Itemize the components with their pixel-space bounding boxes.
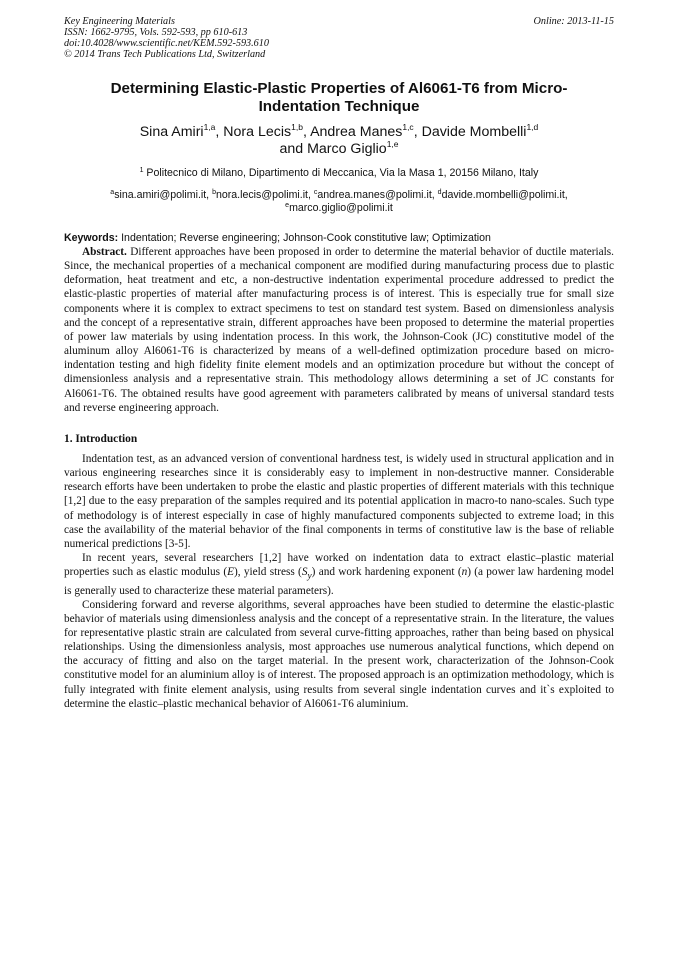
abstract-text: Different approaches have been proposed in order to determine the material behavior of ductile materials. Since, the mechanical properties of a mechanical component are modified during manufacturing process due to plastic deformation, heat treatment and etc, a non-destructive indentation experimental procedure addressed to predict the elastic-plastic properties of material after manufacturing process is of interest. This is especially true for small size components where it is complex to extract specimens to test on standard test system. Based on dimensionless analysis and the concept of a representative strain, different approaches have been proposed to determine the material properties of power law materials by using indentation process. In this work, the Johnson-Cook (JC) constitutive model of the aluminum alloy Al6061-T6 is characterized by means of a well-defined optimization procedure based on micro-indentation testing and high fidelity finite element models and an optimization procedure but without the concept of dimensionless analysis and a representative strain. This methodology allows determining a set of JC constants for Al6061-T6. The obtained results have good agreement with parameters calibrated by means of universal standard tests and reverse engineering approach. <box>64 246 614 414</box>
affiliation: $^1$ Politecnico di Milano, Dipartimento di Meccanica, Via la Masa 1, 20156 Milano, Italy <box>139 167 539 179</box>
journal-issn: ISSN: 1662-9795, Vols. 592-593, pp 610-613 <box>64 27 248 38</box>
section-heading: 1. Introduction <box>64 432 138 445</box>
author-list <box>64 124 614 158</box>
abstract <box>64 245 614 415</box>
keywords <box>64 232 614 245</box>
email[interactable]: $^b$nora.lecis@polimi.it, <box>212 189 314 201</box>
online-date: Online: 2013-11-15 <box>533 16 614 27</box>
email[interactable]: $^d$davide.mombelli@polimi.it, <box>437 189 568 201</box>
author: Sina Amiri$^{1,a}$, <box>139 122 224 140</box>
journal-doi: doi:10.4028/www.scientific.net/KEM.592-593.610 <box>64 38 269 49</box>
email-list <box>64 189 614 215</box>
keywords-text: Indentation; Reverse engineering; Johnson-Cook constitutive law; Optimization <box>118 232 491 244</box>
paper-title: Determining Elastic-Plastic Properties of Al6061-T6 from Micro-Indentation Technique <box>110 80 568 115</box>
journal-info <box>64 16 269 60</box>
journal-name: Key Engineering Materials <box>64 16 175 27</box>
journal-copyright: © 2014 Trans Tech Publications Ltd, Switzerland <box>64 49 266 60</box>
author: Andrea Manes$^{1,c}$, <box>310 122 422 140</box>
journal-header <box>64 16 614 60</box>
intro-paragraph-2: In recent years, several researchers [1,2] have worked on indentation data to extract elastic–plastic material properties such as elastic modulus (E), yield stress $(S_y)$ and work hardening exponent (n) (a power law hardening model is generally used to characterize these material parameters). <box>64 551 614 597</box>
email[interactable]: $^e$marco.giglio@polimi.it <box>285 202 393 214</box>
keywords-label: Keywords: <box>64 232 119 244</box>
abstract-label: Abstract. <box>82 246 127 258</box>
author: and Marco Giglio$^{1,e}$ <box>279 139 399 157</box>
author: Davide Mombelli$^{1,d}$ <box>421 122 539 140</box>
author: Nora Lecis$^{1,b}$, <box>223 122 311 140</box>
email[interactable]: $^a$sina.amiri@polimi.it, <box>110 189 213 201</box>
intro-paragraph-3: Considering forward and reverse algorithms, several approaches have been studied to determine the elastic-plastic behavior of materials using dimensionless analysis and the concept of a representative strain. In the literature, the values for representative plastic strain are calculated from several curve-fitting approaches, rather than being based on physical relationships. Using the dimensionless analysis, most approaches use numerous analytical functions, which depend on the accuracy of fitting and also on the target material. In the present work, characterization of the Johnson-Cook constitutive model for an aluminium alloy is of interest. The proposed approach is an optimization methodology, which is fully integrated with finite element analysis, using results from several single indentation curves and it`s exploited to determine the elastic–plastic mechanical behavior of Al6061-T6 aluminium. <box>64 598 614 710</box>
email[interactable]: $^c$andrea.manes@polimi.it, <box>313 189 438 201</box>
intro-paragraph-1: Indentation test, as an advanced version of conventional hardness test, is widely used in structural application and in various engineering researches since it is considerably easy to implement in non-destructive manner. Considerable research efforts have been undertaken to probe the elastic and plastic properties of different materials with this technique [1,2] due to the easy preparation of the samples required and its potential application in macro-to nano-scales. Such type of methodology is of interest especially in case of highly manufactured components subjected to extreme load; in this case the availability of the material behavior of the final components in terms of constitutive law is the base of reliable numerical predictions [3-5]. <box>64 452 614 550</box>
